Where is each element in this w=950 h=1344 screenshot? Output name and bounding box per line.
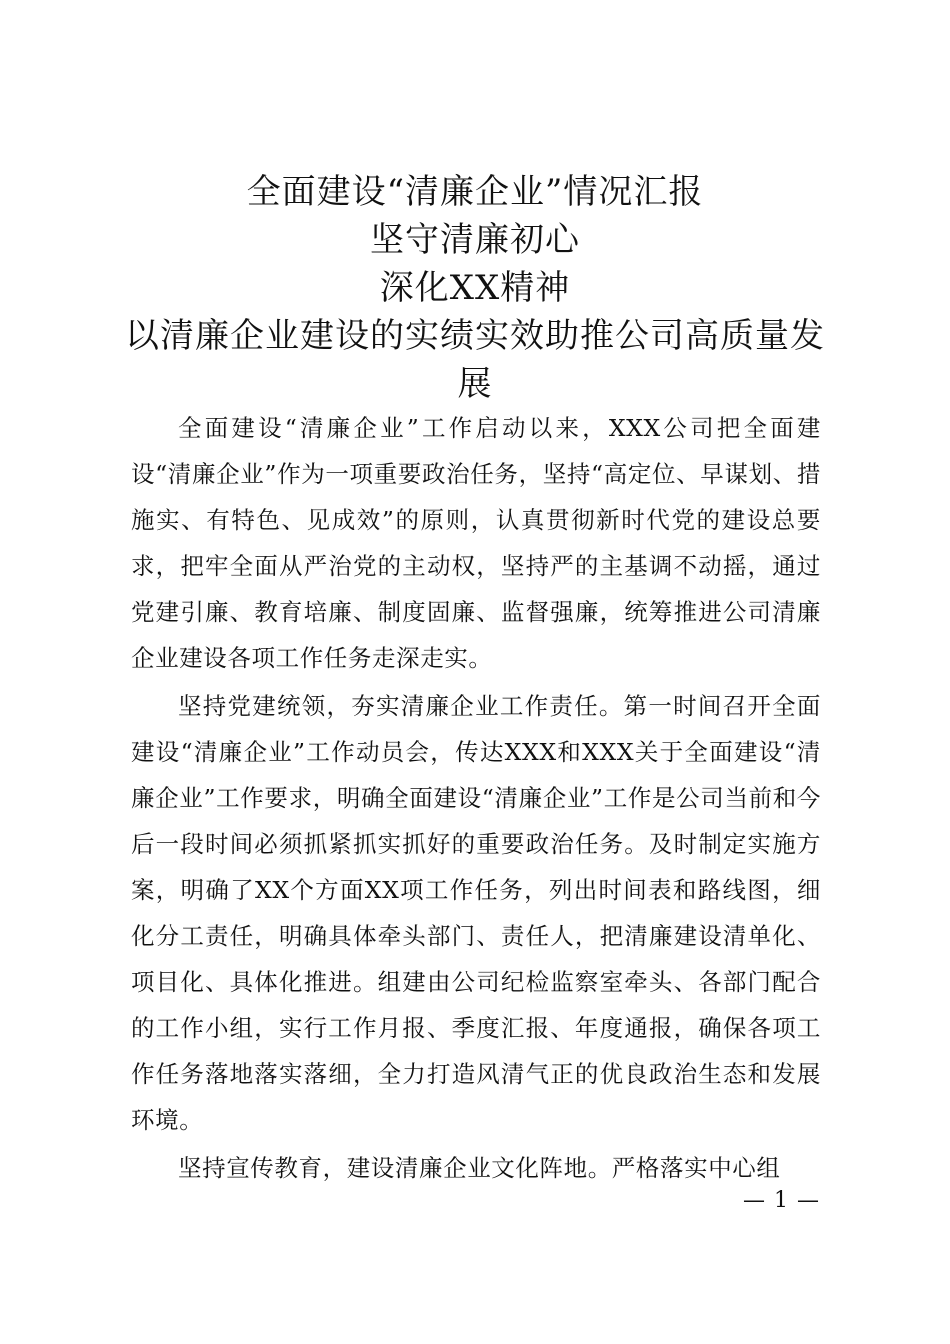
document-body	[131, 405, 821, 1191]
subtitle-line-1: 坚守清廉初心	[370, 220, 580, 260]
title-block	[120, 168, 830, 408]
paragraph-publicity-education: 坚持宣传教育，建设清廉企业文化阵地。严格落实中心组	[178, 1154, 781, 1182]
paragraph-party-leadership: 坚持党建统领，夯实清廉企业工作责任。第一时间召开全面建设“清廉企业”工作动员会，传达XXX和XXX关于全面建设“清廉企业”工作要求，明确全面建设“清廉企业”工作是公司当前和今后一段时间必须抓紧抓实抓好的重要政治任务。及时制定实施方案，明确了XX个方面XX项工作任务，列出时间表和路线图，细化分工责任，明确具体牵头部门、责任人，把清廉建设清单化、项目化、具体化推进。组建由公司纪检监察室牵头、各部门配合的工作小组，实行工作月报、季度汇报、年度通报，确保各项工作任务落地落实落细，全力打造风清气正的优良政治生态和发展环境。	[131, 692, 821, 1134]
subtitle-line-2: 深化XX精神	[379, 268, 571, 308]
subtitle-line-3: 以清廉企业建设的实绩实效助推公司高质量发展	[125, 316, 825, 404]
page-number: — 1 —	[743, 1188, 820, 1213]
main-title: 全面建设“清廉企业”情况汇报	[246, 172, 704, 212]
paragraph-intro: 全面建设“清廉企业”工作启动以来，XXX公司把全面建设“清廉企业”作为一项重要政治任务，坚持“高定位、早谋划、措施实、有特色、见成效”的原则，认真贯彻新时代党的建设总要求，把牢全面从严治党的主动权，坚持严的主基调不动摇，通过党建引廉、教育培廉、制度固廉、监督强廉，统筹推进公司清廉企业建设各项工作任务走深走实。	[131, 414, 821, 672]
